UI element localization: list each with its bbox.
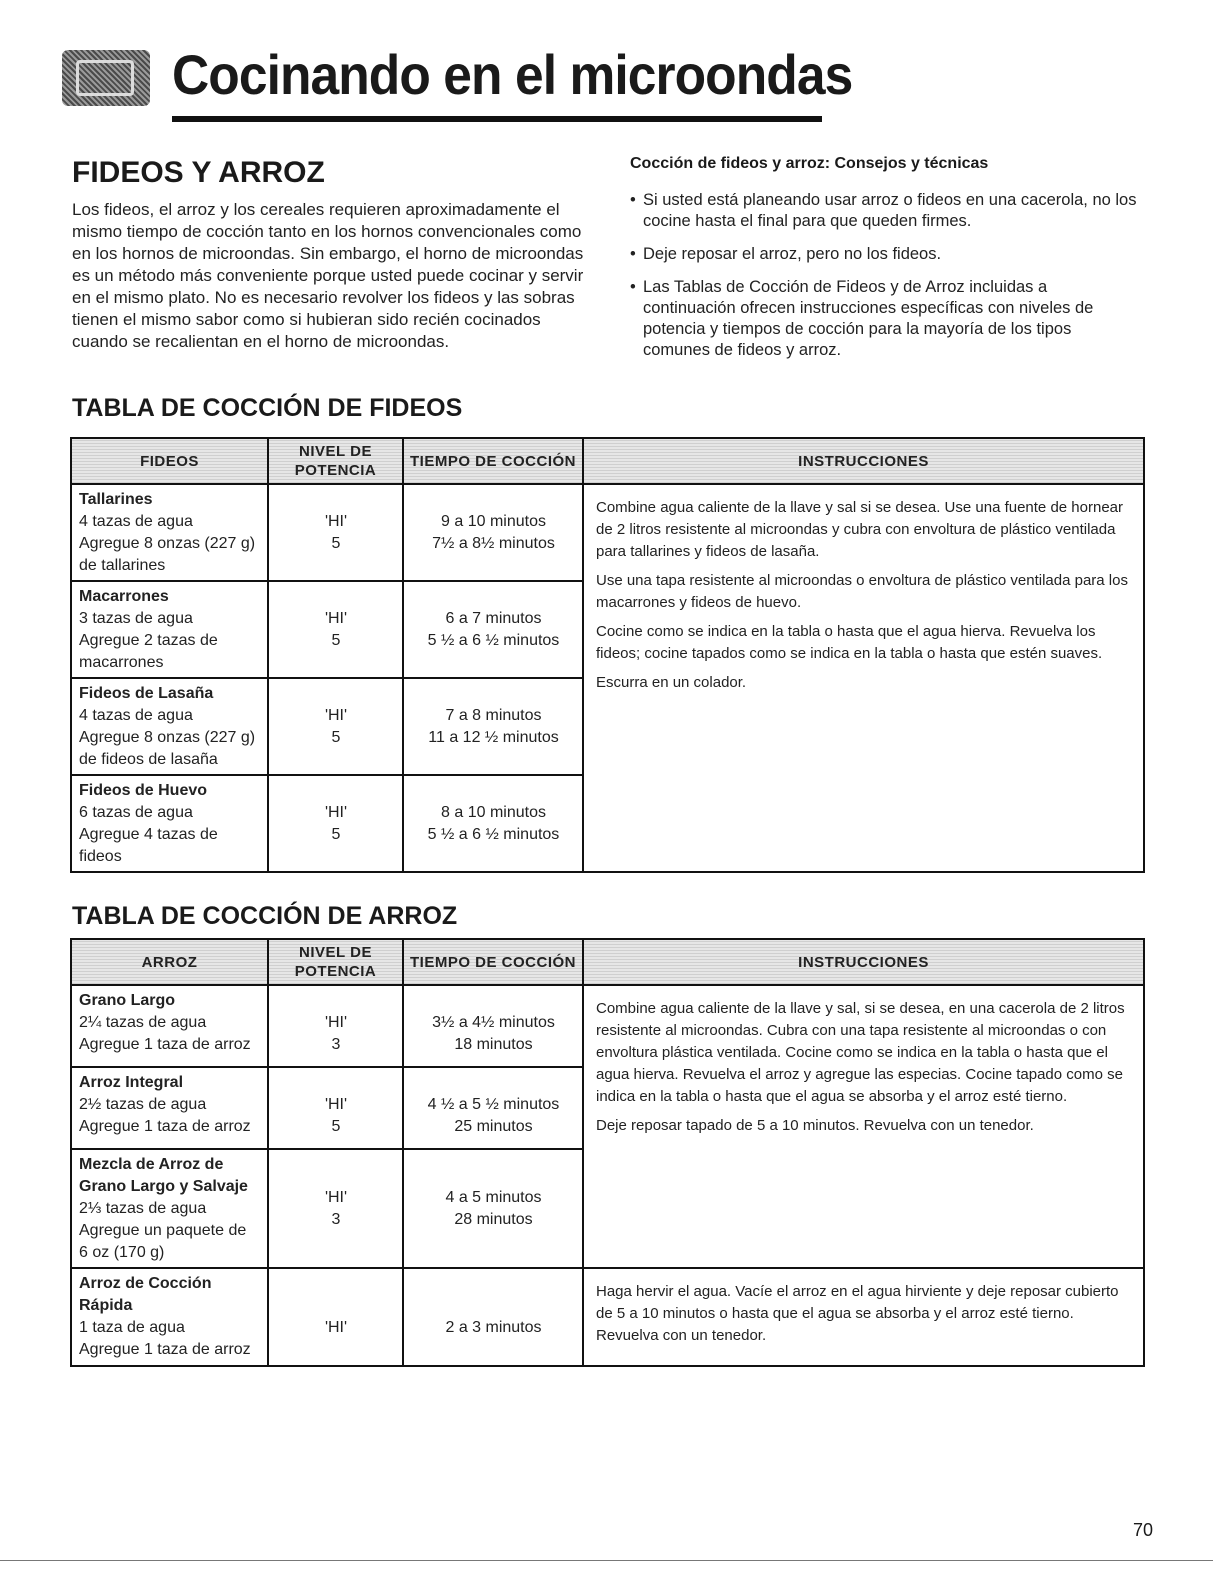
tips-list	[630, 190, 1140, 373]
time-value: 28 minutos	[454, 1211, 533, 1228]
tip-text: Deje reposar el arroz, pero no los fideos.	[643, 245, 942, 263]
item-line: Agregue 8 onzas (227 g)	[79, 535, 256, 552]
page-number: 70	[1133, 1520, 1154, 1540]
column-header: TIEMPO DE COCCIÓN	[403, 939, 583, 985]
pasta-table	[70, 437, 1145, 873]
column-header: ARROZ	[71, 939, 268, 985]
time-cell	[403, 484, 583, 581]
rice-table	[70, 938, 1145, 1367]
item-cell	[71, 1268, 268, 1366]
column-header: NIVEL DE POTENCIA	[268, 939, 403, 985]
item-name: Fideos de Huevo	[79, 782, 208, 799]
power-value: 'HI'	[324, 1319, 348, 1336]
item-line: fideos	[79, 848, 122, 865]
item-line: Agregue 1 taza de arroz	[79, 1036, 251, 1053]
item-line: 4 tazas de agua	[79, 513, 193, 530]
instructions-cell	[583, 985, 1144, 1268]
time-cell	[403, 581, 583, 678]
time-value: 25 minutos	[454, 1118, 533, 1135]
column-header: NIVEL DE POTENCIA	[268, 438, 403, 484]
power-cell	[268, 1149, 403, 1268]
item-line: Agregue un paquete de	[79, 1222, 247, 1239]
item-name: Tallarines	[79, 491, 153, 508]
tip-item	[630, 190, 1140, 232]
power-value: 5	[331, 632, 341, 649]
item-line: de tallarines	[79, 557, 166, 574]
time-cell	[403, 678, 583, 775]
power-value: 'HI'	[324, 804, 348, 821]
time-value: 4 ½ a 5 ½ minutos	[427, 1096, 560, 1113]
time-value: 18 minutos	[454, 1036, 533, 1053]
instruction-paragraph: Combine agua caliente de la llave y sal, si se desea, en una cacerola de 2 litros resistente al microondas. Cubra con una tapa resistente al microondas o con envoltura plástica ventilada. Cocine como se indica en la tabla o hasta que el agua hierva. Revuelva el arroz y agregue las especias. Cocine tapado como se indica en la tabla o hasta que el agua se absorba y el arroz esté tierno.	[596, 1000, 1125, 1105]
item-name: Macarrones	[79, 588, 169, 605]
bullet: •	[630, 191, 636, 209]
instruction-paragraph: Escurra en un colador.	[596, 674, 747, 691]
title-underline	[172, 116, 822, 122]
item-line: 6 oz (170 g)	[79, 1244, 165, 1261]
bullet: •	[630, 245, 636, 263]
bullet: •	[630, 278, 636, 296]
time-cell	[403, 985, 583, 1067]
item-line: macarrones	[79, 654, 164, 671]
time-cell	[403, 775, 583, 872]
instruction-paragraph: Haga hervir el agua. Vacíe el arroz en el agua hirviente y deje reposar cubierto de 5 a 10 minutos o hasta que el agua se absorba y el arroz esté tierno. Revuelva con un tenedor.	[596, 1283, 1119, 1344]
item-line: de fideos de lasaña	[79, 751, 218, 768]
power-cell	[268, 678, 403, 775]
tip-item	[630, 277, 1140, 361]
instruction-paragraph: Use una tapa resistente al microondas o envoltura de plástico ventilada para los macarrones y fideos de huevo.	[596, 572, 1128, 611]
item-line: 2⅓ tazas de agua	[79, 1200, 207, 1217]
time-cell	[403, 1268, 583, 1366]
power-value: 5	[331, 535, 341, 552]
intro-paragraph: Los fideos, el arroz y los cereales requieren aproximadamente el mismo tiempo de cocción tanto en los hornos convencionales como en los hornos de microondas. Sin embargo, el horno de microondas es un método más conveniente porque usted puede cocinar y servir en el mismo plato. No es necesario revolver los fideos y las sobras tienen el mismo sabor como si hubieran sido recién cocinados cuando se recalientan en el horno de microondas.	[72, 200, 584, 351]
rice-table-heading: TABLA DE COCCIÓN DE ARROZ	[72, 902, 458, 930]
time-value: 5 ½ a 6 ½ minutos	[427, 632, 560, 649]
instruction-paragraph: Combine agua caliente de la llave y sal si se desea. Use una fuente de hornear de 2 litros resistente al microondas y cubra con envoltura de plástico ventilada para tallarines y fideos de lasaña.	[596, 499, 1123, 560]
item-cell	[71, 1149, 268, 1268]
instructions-cell	[583, 484, 1144, 872]
tip-item	[630, 244, 1140, 265]
page-title: Cocinando en el microondas	[172, 43, 853, 106]
microwave-icon	[62, 50, 150, 106]
item-line: Agregue 1 taza de arroz	[79, 1118, 251, 1135]
item-name: Arroz Integral	[79, 1074, 184, 1091]
item-line: Agregue 8 onzas (227 g)	[79, 729, 256, 746]
table-row	[71, 985, 1144, 1067]
power-value: 5	[331, 826, 341, 843]
item-name: Grano Largo	[79, 992, 176, 1009]
table-header-row	[71, 438, 1144, 484]
item-line: Agregue 1 taza de arroz	[79, 1341, 251, 1358]
power-cell	[268, 985, 403, 1067]
item-cell	[71, 678, 268, 775]
power-value: 'HI'	[324, 513, 348, 530]
time-value: 9 a 10 minutos	[441, 513, 546, 530]
item-line: Agregue 4 tazas de	[79, 826, 218, 843]
item-line: 6 tazas de agua	[79, 804, 193, 821]
time-value: 11 a 12 ½ minutos	[428, 729, 559, 746]
time-cell	[403, 1067, 583, 1149]
power-value: 5	[331, 729, 341, 746]
time-value: 6 a 7 minutos	[445, 610, 542, 627]
item-cell	[71, 985, 268, 1067]
table-header-row	[71, 939, 1144, 985]
column-header: INSTRUCCIONES	[583, 438, 1144, 484]
tips-heading: Cocción de fideos y arroz: Consejos y técnicas	[630, 155, 989, 172]
column-header: TIEMPO DE COCCIÓN	[403, 438, 583, 484]
power-cell	[268, 1067, 403, 1149]
instruction-paragraph: Deje reposar tapado de 5 a 10 minutos. Revuelva con un tenedor.	[596, 1117, 1034, 1134]
power-value: 'HI'	[324, 1189, 348, 1206]
instructions-cell	[583, 1268, 1144, 1366]
power-cell	[268, 581, 403, 678]
power-value: 'HI'	[324, 1014, 348, 1031]
table-row	[71, 1268, 1144, 1366]
time-value: 2 a 3 minutos	[445, 1319, 542, 1336]
power-cell	[268, 484, 403, 581]
item-name: Mezcla de Arroz de Grano Largo y Salvaje	[79, 1156, 248, 1195]
time-value: 8 a 10 minutos	[441, 804, 546, 821]
time-value: 3½ a 4½ minutos	[432, 1014, 555, 1031]
section-heading: FIDEOS Y ARROZ	[72, 156, 325, 189]
power-value: 3	[331, 1211, 341, 1228]
item-line: 2¼ tazas de agua	[79, 1014, 207, 1031]
time-value: 7 a 8 minutos	[445, 707, 542, 724]
item-name: Arroz de Cocción Rápida	[79, 1275, 212, 1314]
table-row	[71, 484, 1144, 581]
time-value: 4 a 5 minutos	[445, 1189, 542, 1206]
item-line: Agregue 2 tazas de	[79, 632, 218, 649]
column-header: INSTRUCCIONES	[583, 939, 1144, 985]
power-value: 'HI'	[324, 610, 348, 627]
item-cell	[71, 775, 268, 872]
column-header: FIDEOS	[71, 438, 268, 484]
bottom-rule	[0, 1560, 1213, 1561]
time-value: 7½ a 8½ minutos	[432, 535, 555, 552]
item-name: Fideos de Lasaña	[79, 685, 214, 702]
item-cell	[71, 581, 268, 678]
power-value: 'HI'	[324, 1096, 348, 1113]
item-line: 2½ tazas de agua	[79, 1096, 207, 1113]
tip-text: Las Tablas de Cocción de Fideos y de Arroz incluidas a continuación ofrecen instrucciones específicas con niveles de potencia y tiempos de cocción para la mayoría de los tipos comunes de fideos y arroz.	[643, 278, 1094, 359]
time-cell	[403, 1149, 583, 1268]
power-cell	[268, 1268, 403, 1366]
instruction-paragraph: Cocine como se indica en la tabla o hasta que el agua hierva. Revuelva los fideos; cocine tapados como se indica en la tabla o hasta que estén suaves.	[596, 623, 1103, 662]
item-line: 4 tazas de agua	[79, 707, 193, 724]
pasta-table-heading: TABLA DE COCCIÓN DE FIDEOS	[72, 394, 463, 422]
item-cell	[71, 484, 268, 581]
item-cell	[71, 1067, 268, 1149]
power-value: 3	[331, 1036, 341, 1053]
power-value: 'HI'	[324, 707, 348, 724]
power-cell	[268, 775, 403, 872]
tip-text: Si usted está planeando usar arroz o fideos en una cacerola, no los cocine hasta el final para que queden firmes.	[643, 191, 1137, 230]
time-value: 5 ½ a 6 ½ minutos	[427, 826, 560, 843]
power-value: 5	[331, 1118, 341, 1135]
item-line: 3 tazas de agua	[79, 610, 193, 627]
item-line: 1 taza de agua	[79, 1319, 185, 1336]
